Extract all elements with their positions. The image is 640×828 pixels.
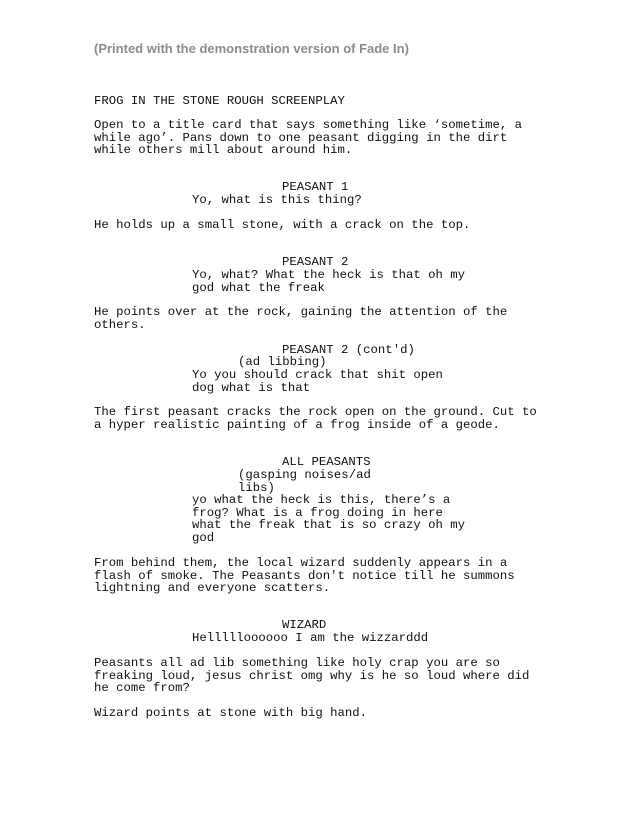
parenthetical: (gasping noises/ad libs) — [238, 468, 371, 495]
action-line: Peasants all ad lib something like holy crap you are so freaking loud, jesus christ omg why is he so loud where did he come from? — [94, 656, 530, 695]
character-name: WIZARD — [282, 618, 327, 632]
character-name: PEASANT 2 — [282, 255, 349, 269]
screenplay-title: FROG IN THE STONE ROUGH SCREENPLAY — [94, 94, 345, 108]
dialogue-line: Yo, what? What the heck is that oh my god what the freak — [192, 268, 466, 295]
action-line: Open to a title card that says something like ‘sometime, a while ago’. Pans down to one peasant digging in the dirt while others mill about around him. — [94, 118, 523, 157]
dialogue-line: Hellllloooooo I am the wizzarddd — [192, 631, 429, 645]
action-line: From behind them, the local wizard suddenly appears in a flash of smoke. The Peasants don't notice till he summons lightning and everyone scatters. — [94, 556, 515, 595]
dialogue-line: Yo you should crack that shit open dog what is that — [192, 368, 443, 395]
action-line: He holds up a small stone, with a crack on the top. — [94, 218, 471, 232]
character-name: ALL PEASANTS — [282, 455, 371, 469]
action-line: The first peasant cracks the rock open on the ground. Cut to a hyper realistic painting of a frog inside of a geode. — [94, 405, 537, 432]
action-line: He points over at the rock, gaining the attention of the others. — [94, 305, 508, 332]
dialogue-line: yo what the heck is this, there’s a frog? What is a frog doing in here what the freak that is so crazy oh my god — [192, 493, 466, 545]
character-name: PEASANT 1 — [282, 180, 349, 194]
demo-watermark: (Printed with the demonstration version of Fade In) — [94, 41, 409, 56]
dialogue-line: Yo, what is this thing? — [192, 193, 362, 207]
parenthetical: (ad libbing) — [238, 355, 327, 369]
action-line: Wizard points at stone with big hand. — [94, 706, 368, 720]
character-name: PEASANT 2 (cont'd) — [282, 343, 415, 357]
